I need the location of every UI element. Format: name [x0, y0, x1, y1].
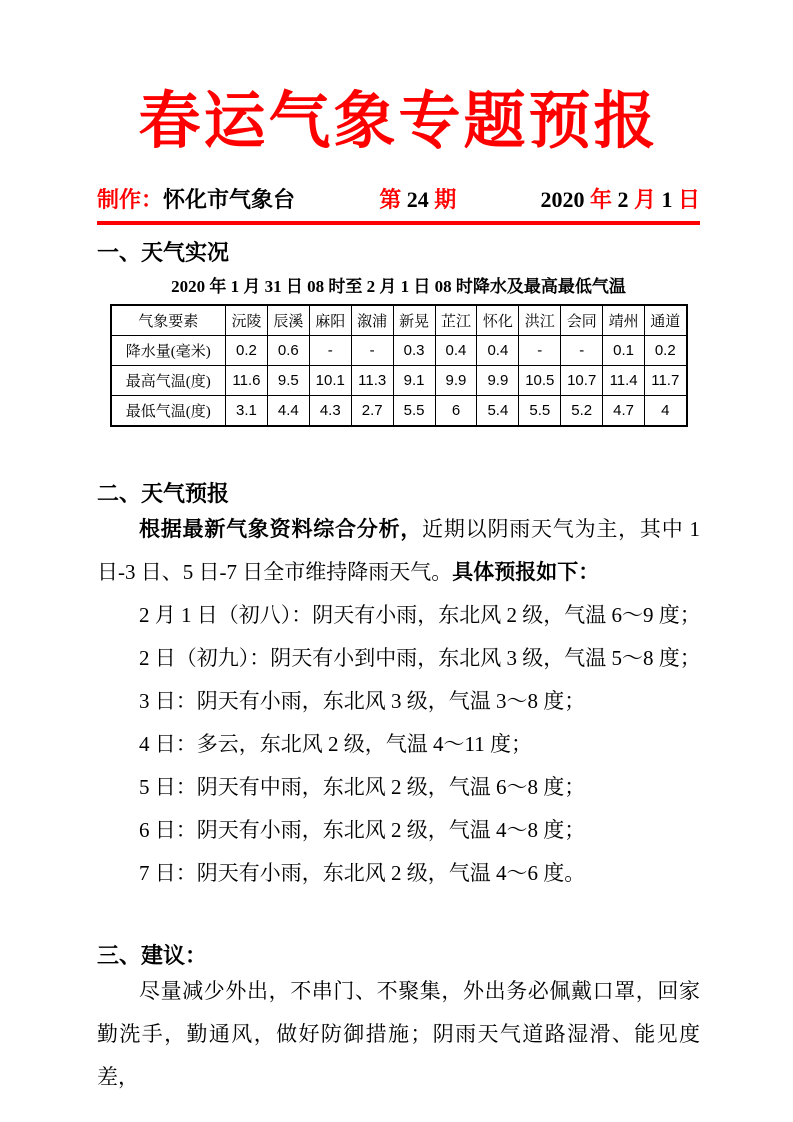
forecast-item-day1: 2 月 1 日（初八）：阴天有小雨，东北风 2 级，气温 6～9 度；	[139, 603, 701, 627]
document-title: 春运气象专题预报	[138, 88, 659, 156]
date-day: 1	[661, 187, 673, 212]
row-label: 最低气温(度)	[111, 396, 226, 427]
issue-prefix: 第	[379, 187, 407, 212]
table-cell: 0.3	[393, 336, 435, 366]
forecast-item-day4: 4 日：多云，东北风 2 级，气温 4～11 度；	[139, 732, 532, 756]
row-label: 降水量(毫米)	[111, 336, 226, 366]
table-cell: 0.1	[603, 336, 645, 366]
table-cell: 11.6	[226, 366, 268, 396]
table-cell: 0.4	[477, 336, 519, 366]
date-year-unit: 年	[584, 187, 618, 212]
observation-table-title: 2020 年 1 月 31 日 08 时至 2 月 1 日 08 时降水及最高最低气温	[171, 277, 626, 296]
forecast-item-day5: 5 日：阴天有中雨，东北风 2 级，气温 6～8 度；	[139, 775, 586, 799]
forecast-item-day7: 7 日：阴天有小雨，东北风 2 级，气温 4～6 度。	[139, 861, 586, 885]
table-header-row	[111, 305, 687, 336]
producer-label: 制作：	[97, 187, 164, 212]
table-cell: 5.2	[561, 396, 603, 427]
table-cell: 10.5	[519, 366, 561, 396]
producer	[97, 183, 295, 214]
table-row-min-temp	[111, 396, 687, 427]
table-cell: 5.5	[393, 396, 435, 427]
table-header-cell: 芷江	[435, 305, 477, 336]
observation-table	[110, 304, 688, 427]
issue-date	[540, 183, 700, 214]
table-cell: -	[519, 336, 561, 366]
issue-suffix: 期	[428, 187, 457, 212]
date-month-unit: 月	[628, 187, 662, 212]
table-header-cell: 沅陵	[226, 305, 268, 336]
table-cell: 4	[645, 396, 687, 427]
table-cell: 11.7	[645, 366, 687, 396]
forecast-item-day3: 3 日：阴天有小雨，东北风 3 级，气温 3～8 度；	[139, 689, 586, 713]
forecast-intro-tail: 具体预报如下：	[452, 560, 600, 584]
table-cell: 9.5	[267, 366, 309, 396]
table-cell: 10.7	[561, 366, 603, 396]
table-cell: 9.9	[435, 366, 477, 396]
table-cell: 5.4	[477, 396, 519, 427]
table-cell: 0.6	[267, 336, 309, 366]
table-row-precipitation	[111, 336, 687, 366]
forecast-item-day2: 2 日（初九）：阴天有小到中雨，东北风 3 级，气温 5～8 度；	[139, 646, 701, 670]
table-header-cell: 会同	[561, 305, 603, 336]
table-cell: -	[561, 336, 603, 366]
issue-number	[379, 183, 456, 214]
table-cell: 0.4	[435, 336, 477, 366]
table-cell: 3.1	[226, 396, 268, 427]
table-cell: 0.2	[645, 336, 687, 366]
section-heading-forecast: 二、天气预报	[97, 481, 230, 506]
document-meta-line	[97, 183, 700, 214]
table-row-max-temp	[111, 366, 687, 396]
table-cell: 10.1	[309, 366, 351, 396]
table-cell: -	[309, 336, 351, 366]
table-cell: 4.3	[309, 396, 351, 427]
advice-paragraph: 尽量减少外出，不串门、不聚集，外出务必佩戴口罩，回家勤洗手，勤通风，做好防御措施；阴雨天气道路湿滑、能见度差，	[97, 979, 700, 1089]
table-cell: 9.9	[477, 366, 519, 396]
table-header-cell: 麻阳	[309, 305, 351, 336]
table-header-cell: 通道	[645, 305, 687, 336]
date-month: 2	[617, 187, 629, 212]
table-header-cell: 溆浦	[351, 305, 393, 336]
forecast-intro-paragraph	[97, 508, 700, 594]
table-cell: 11.4	[603, 366, 645, 396]
table-cell: 9.1	[393, 366, 435, 396]
table-header-cell: 新晃	[393, 305, 435, 336]
table-cell: 0.2	[226, 336, 268, 366]
producer-name: 怀化市气象台	[163, 187, 296, 212]
forecast-item-day6: 6 日：阴天有小雨，东北风 2 级，气温 4～8 度；	[139, 818, 586, 842]
table-header-cell: 辰溪	[267, 305, 309, 336]
section-heading-weather-actual: 一、天气实况	[97, 240, 230, 265]
table-header-cell: 气象要素	[111, 305, 226, 336]
table-header-cell: 靖州	[603, 305, 645, 336]
table-cell: 6	[435, 396, 477, 427]
forecast-intro-lead: 根据最新气象资料综合分析，	[139, 517, 423, 541]
date-day-unit: 日	[672, 187, 700, 212]
table-header-cell: 洪江	[519, 305, 561, 336]
table-cell: -	[351, 336, 393, 366]
table-cell: 4.7	[603, 396, 645, 427]
date-year: 2020	[540, 187, 585, 212]
issue-value: 24	[406, 187, 429, 212]
table-cell: 5.5	[519, 396, 561, 427]
forecast-intro-text: 近期以阴雨天气为主，其中 1 日-3 日、5 日-7 日全市维持降雨天气。	[97, 517, 700, 584]
table-cell: 11.3	[351, 366, 393, 396]
table-header-cell: 怀化	[477, 305, 519, 336]
section-heading-advice: 三、建议：	[97, 943, 208, 968]
row-label: 最高气温(度)	[111, 366, 226, 396]
table-cell: 4.4	[267, 396, 309, 427]
table-cell: 2.7	[351, 396, 393, 427]
red-divider-rule	[97, 221, 700, 225]
